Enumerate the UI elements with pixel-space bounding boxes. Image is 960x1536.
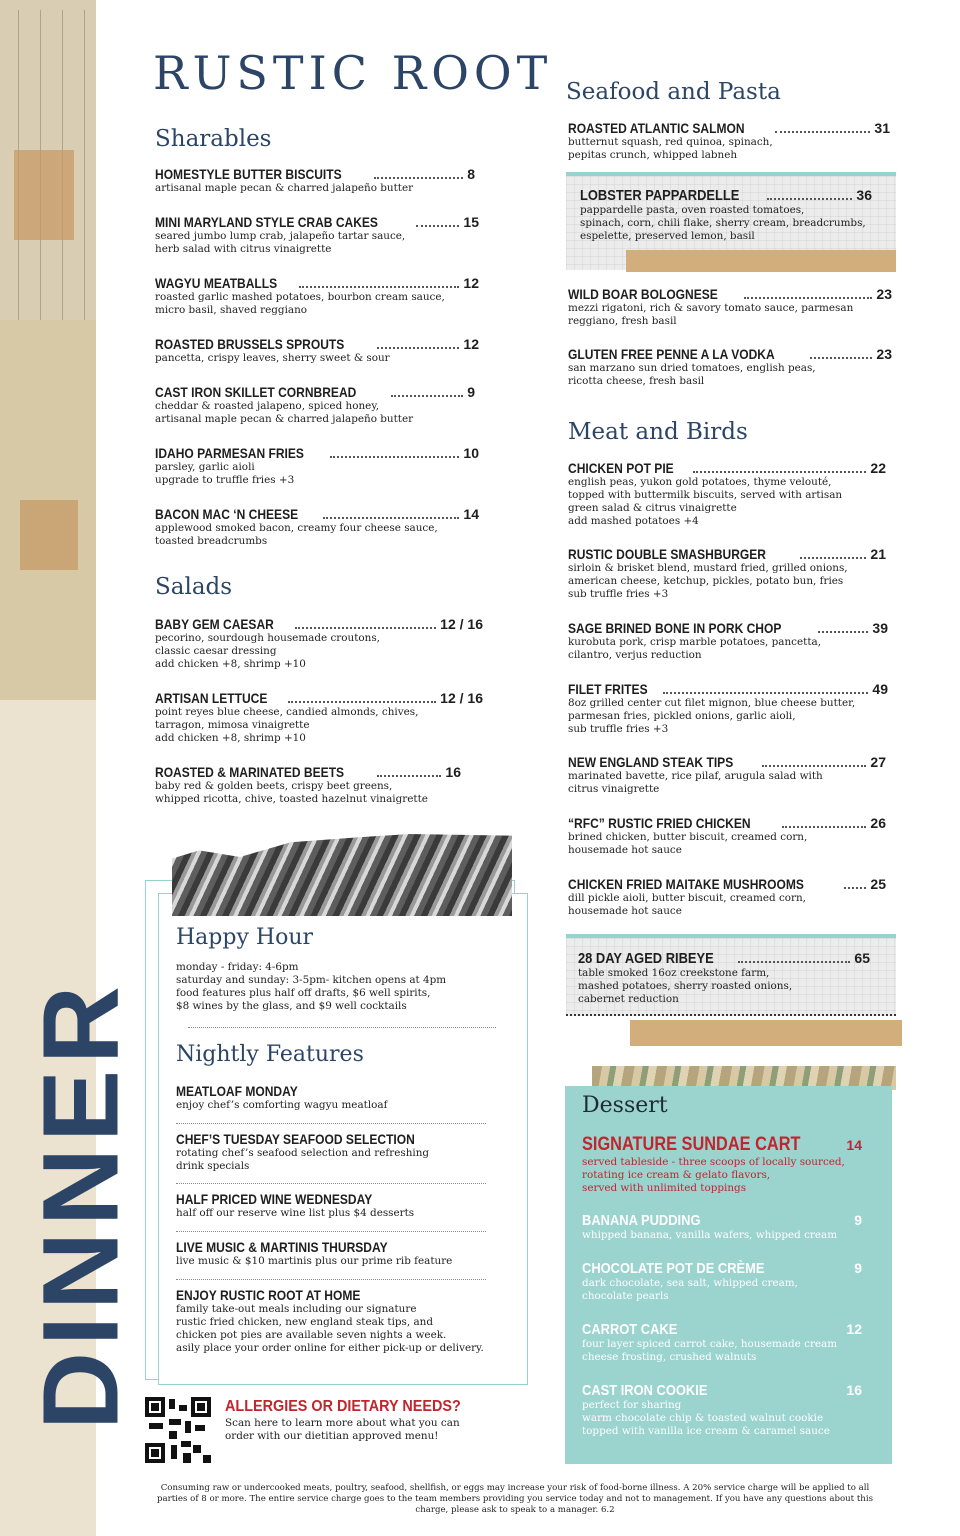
item-description: add mashed potatoes +4 [568, 515, 699, 527]
menu-item [568, 681, 888, 736]
divider [176, 1231, 486, 1232]
item-description: parmesan fries, pickled onions, garlic aioli, [568, 710, 796, 722]
item-description: dill pickle aioli, butter biscuit, creamed corn, [568, 892, 806, 904]
item-price: 36 [856, 187, 872, 203]
item-description: espelette, preserved lemon, basil [580, 230, 755, 242]
item-description: seared jumbo lump crab, jalapeño tartar sauce, [155, 230, 406, 242]
item-name: ROASTED BRUSSELS SPROUTS [155, 336, 345, 352]
item-description: perfect for sharing [582, 1399, 682, 1411]
item-name: MINI MARYLAND STYLE CRAB CAKES [155, 214, 378, 230]
feature-description: rustic fried chicken, new england steak tips, and [176, 1316, 434, 1328]
item-description: upgrade to truffle fries +3 [155, 474, 295, 486]
dessert-item-featured [582, 1134, 862, 1195]
item-description: brined chicken, butter biscuit, creamed corn, [568, 831, 808, 843]
item-price: 16 [445, 764, 461, 780]
item-price: 39 [872, 620, 888, 636]
menu-item [568, 876, 886, 918]
item-description: rotating ice cream & gelato flavors, [582, 1169, 771, 1181]
item-description: english peas, yukon gold potatoes, thyme velouté, [568, 476, 832, 488]
allergies-line: Scan here to learn more about what you can [225, 1417, 460, 1429]
disclaimer-line: Consuming raw or undercooked meats, poultry, seafood, shellfish, or eggs may increase your risk of food-borne illness. A 20% service charge will be applied to all [160, 1483, 870, 1493]
item-description: citrus vinaigrette [568, 783, 660, 795]
item-description: topped with buttermilk biscuits, served with artisan [568, 489, 843, 501]
item-name: WAGYU MEATBALLS [155, 275, 278, 291]
item-description: whipped banana, vanilla wafers, whipped cream [582, 1229, 838, 1241]
kraft-paper-strip [626, 250, 896, 272]
item-description: add chicken +8, shrimp +10 [155, 658, 306, 670]
tape-strip [20, 500, 78, 570]
item-description: spinach, corn, chili flake, sherry cream, breadcrumbs, [580, 217, 866, 229]
item-description: artisanal maple pecan & charred jalapeño butter [155, 182, 414, 194]
item-price: 23 [876, 346, 892, 362]
menu-item [155, 384, 475, 426]
item-price: 27 [870, 754, 886, 770]
feature-description: live music & $10 martinis plus our prime rib feature [176, 1255, 453, 1267]
feature-description: asily place your order online for either pick-up or delivery. [176, 1342, 484, 1354]
divider [176, 1279, 486, 1280]
divider [176, 1123, 486, 1124]
menu-item [155, 275, 479, 317]
item-description: kurobuta pork, crisp marble potatoes, pancetta, [568, 636, 821, 648]
menu-item [155, 764, 461, 806]
item-price: 25 [870, 876, 886, 892]
item-description: butternut squash, red quinoa, spinach, [568, 136, 773, 148]
item-description: tarragon, mimosa vinaigrette [155, 719, 310, 731]
item-description: served with unlimited toppings [582, 1182, 747, 1194]
feature-item [176, 1239, 452, 1268]
happy-hour-line: food features plus half off drafts, $6 well spirits, [176, 987, 431, 999]
item-price: 12 [846, 1321, 862, 1337]
meat-heading: Meat and Birds [568, 419, 748, 445]
menu-item-featured [578, 950, 870, 1006]
item-description: warm chocolate chip & toasted walnut cookie [582, 1412, 824, 1424]
menu-item [568, 460, 886, 528]
item-description: herb salad with citrus vinaigrette [155, 243, 332, 255]
item-description: housemade hot sauce [568, 905, 682, 917]
item-description: roasted garlic mashed potatoes, bourbon cream sauce, [155, 291, 445, 303]
sharables-heading: Sharables [155, 126, 272, 152]
menu-item [155, 445, 479, 487]
item-description: classic caesar dressing [155, 645, 277, 657]
item-description: cheddar & roasted jalapeno, spiced honey, [155, 400, 380, 412]
menu-item [155, 336, 479, 365]
qr-code[interactable] [145, 1397, 211, 1463]
menu-item [155, 690, 483, 745]
dessert-item [582, 1321, 862, 1364]
item-description: cheese frosting, crushed walnuts [582, 1351, 757, 1363]
item-price: 26 [870, 815, 886, 831]
item-name: BACON MAC ‘N CHEESE [155, 506, 299, 522]
disclaimer-line: parties of 8 or more. The entire service charge goes to the team members providing you service today and not to management. If you have any questions about this [157, 1494, 873, 1504]
feature-item [176, 1191, 414, 1220]
dessert-item [582, 1212, 862, 1242]
seafood-heading: Seafood and Pasta [566, 79, 781, 105]
item-description: san marzano sun dried tomatoes, english peas, [568, 362, 816, 374]
item-description: micro basil, shaved reggiano [155, 304, 308, 316]
item-price: 14 [846, 1137, 862, 1153]
menu-item [568, 346, 892, 388]
feature-description: family take-out meals including our signature [176, 1303, 417, 1315]
nightly-features-heading: Nightly Features [176, 1042, 364, 1067]
feature-name: ENJOY RUSTIC ROOT AT HOME [176, 1287, 361, 1303]
menu-item [568, 815, 886, 857]
item-price: 21 [870, 546, 886, 562]
item-price: 23 [876, 286, 892, 302]
item-description: sub truffle fries +3 [568, 588, 669, 600]
restaurant-name: RUSTIC ROOT [153, 46, 553, 100]
item-description: dark chocolate, sea salt, whipped cream, [582, 1277, 798, 1289]
item-name: SIGNATURE SUNDAE CART [582, 1134, 801, 1155]
item-description: sirloin & brisket blend, mustard fried, grilled onions, [568, 562, 848, 574]
feature-item [176, 1083, 387, 1112]
item-name: RUSTIC DOUBLE SMASHBURGER [568, 546, 767, 562]
item-description: pepitas crunch, whipped labneh [568, 149, 738, 161]
item-description: applewood smoked bacon, creamy four cheese sauce, [155, 522, 438, 534]
item-name: CHOCOLATE POT DE CRÈME [582, 1260, 765, 1277]
item-description: whipped ricotta, chive, toasted hazelnut vinaigrette [155, 793, 428, 805]
item-description: artisanal maple pecan & charred jalapeño butter [155, 413, 414, 425]
item-name: CAST IRON COOKIE [582, 1382, 708, 1399]
menu-item [568, 546, 886, 601]
item-description: served tableside - three scoops of locally sourced, [582, 1156, 845, 1168]
item-description: four layer spiced carrot cake, housemade cream [582, 1338, 838, 1350]
feature-name: LIVE MUSIC & MARTINIS THURSDAY [176, 1239, 388, 1255]
happy-hour-heading: Happy Hour [176, 925, 314, 950]
item-name: CAST IRON SKILLET CORNBREAD [155, 384, 357, 400]
item-price: 9 [854, 1212, 862, 1228]
allergies-line: order with our dietitian approved menu! [225, 1430, 439, 1442]
item-name: ROASTED ATLANTIC SALMON [568, 120, 745, 136]
item-description: topped with vanilla ice cream & caramel sauce [582, 1425, 830, 1437]
item-description: baby red & golden beets, crispy beet greens, [155, 780, 393, 792]
item-name: CHICKEN POT PIE [568, 460, 674, 476]
item-price: 12 [463, 275, 479, 291]
item-name: LOBSTER PAPPARDELLE [580, 187, 740, 204]
item-price: 9 [854, 1260, 862, 1276]
divider [188, 1027, 496, 1028]
kraft-paper-strip [630, 1020, 902, 1046]
item-price: 8 [467, 166, 475, 182]
item-description: add chicken +8, shrimp +10 [155, 732, 306, 744]
item-price: 9 [467, 384, 475, 400]
dessert-item [582, 1260, 862, 1303]
menu-item [568, 286, 892, 328]
dinner-vertical-title: DINNER [19, 979, 141, 1431]
item-description: sub truffle fries +3 [568, 723, 669, 735]
item-price: 49 [872, 681, 888, 697]
menu-item [155, 214, 479, 256]
feature-item [176, 1287, 484, 1355]
item-description: 8oz grilled center cut filet mignon, blue cheese butter, [568, 697, 856, 709]
menu-item-featured [580, 187, 872, 243]
tape-strip [14, 150, 74, 240]
item-name: BABY GEM CAESAR [155, 616, 274, 632]
item-description: mezzi rigatoni, rich & savory tomato sauce, parmesan [568, 302, 854, 314]
item-description: cilantro, verjus reduction [568, 649, 702, 661]
item-description: pecorino, sourdough housemade croutons, [155, 632, 380, 644]
item-description: ricotta cheese, fresh basil [568, 375, 705, 387]
item-name: IDAHO PARMESAN FRIES [155, 445, 304, 461]
item-description: green salad & citrus vinaigrette [568, 502, 737, 514]
item-description: table smoked 16oz creekstone farm, [578, 967, 770, 979]
item-price: 10 [463, 445, 479, 461]
item-description: housemade hot sauce [568, 844, 682, 856]
feature-item [176, 1131, 454, 1173]
item-description: chocolate pearls [582, 1290, 669, 1302]
allergies-heading: ALLERGIES OR DIETARY NEEDS? [225, 1398, 461, 1415]
item-name: GLUTEN FREE PENNE A LA VODKA [568, 346, 775, 362]
item-description: point reyes blue cheese, candied almonds, chives, [155, 706, 419, 718]
feature-description: half off our reserve wine list plus $4 desserts [176, 1207, 415, 1219]
menu-item [568, 120, 890, 162]
service-disclaimer [125, 1483, 905, 1516]
disclaimer-line: charge, please ask to speak to a manager. 6.2 [415, 1505, 615, 1515]
item-description: cabernet reduction [578, 993, 679, 1005]
item-description: marinated bavette, rice pilaf, arugula salad with [568, 770, 823, 782]
item-price: 31 [874, 120, 890, 136]
beach-umbrellas-photo [172, 834, 512, 916]
item-price: 12 / 16 [440, 616, 483, 632]
item-name: CHICKEN FRIED MAITAKE MUSHROOMS [568, 876, 804, 892]
item-description: reggiano, fresh basil [568, 315, 677, 327]
menu-item [568, 620, 888, 662]
feature-name: MEATLOAF MONDAY [176, 1083, 298, 1099]
item-price: 16 [846, 1382, 862, 1398]
salads-heading: Salads [155, 574, 233, 600]
dessert-item [582, 1382, 862, 1438]
feature-description: enjoy chef’s comforting wagyu meatloaf [176, 1099, 388, 1111]
feature-description: drink specials [176, 1160, 250, 1172]
item-price: 14 [463, 506, 479, 522]
happy-hour-line: monday - friday: 4-6pm [176, 961, 299, 973]
item-price: 12 / 16 [440, 690, 483, 706]
item-price: 12 [463, 336, 479, 352]
feature-name: HALF PRICED WINE WEDNESDAY [176, 1191, 373, 1207]
menu-item [155, 166, 475, 195]
happy-hour-line: $8 wines by the glass, and $9 well cocktails [176, 1000, 407, 1012]
item-name: HOMESTYLE BUTTER BISCUITS [155, 166, 342, 182]
menu-item [155, 616, 483, 671]
item-name: BANANA PUDDING [582, 1212, 701, 1229]
item-description: parsley, garlic aioli [155, 461, 255, 473]
item-name: “RFC” RUSTIC FRIED CHICKEN [568, 815, 751, 831]
item-name: CARROT CAKE [582, 1321, 678, 1338]
item-name: NEW ENGLAND STEAK TIPS [568, 754, 734, 770]
dessert-heading: Dessert [582, 1093, 668, 1118]
item-description: pancetta, crispy leaves, sherry sweet & sour [155, 352, 390, 364]
allergies-text [225, 1417, 460, 1443]
item-name: ROASTED & MARINATED BEETS [155, 764, 345, 780]
happy-hour-line: saturday and sunday: 3-5pm- kitchen opens at 4pm [176, 974, 447, 986]
item-price: 65 [854, 950, 870, 966]
feature-description: chicken pot pies are available seven nights a week. [176, 1329, 447, 1341]
item-name: FILET FRITES [568, 681, 648, 697]
item-description: pappardelle pasta, oven roasted tomatoes, [580, 204, 805, 216]
item-name: SAGE BRINED BONE IN PORK CHOP [568, 620, 782, 636]
feature-name: CHEF’S TUESDAY SEAFOOD SELECTION [176, 1131, 415, 1147]
item-description: toasted breadcrumbs [155, 535, 268, 547]
item-name: WILD BOAR BOLOGNESE [568, 286, 718, 302]
happy-hour-details [176, 961, 446, 1013]
menu-item [568, 754, 886, 796]
item-price: 22 [870, 460, 886, 476]
divider [176, 1183, 486, 1184]
item-price: 15 [463, 214, 479, 230]
item-description: american cheese, ketchup, pickles, potato bun, fries [568, 575, 844, 587]
menu-item [155, 506, 479, 548]
item-description: mashed potatoes, sherry roasted onions, [578, 980, 793, 992]
feature-description: rotating chef’s seafood selection and refreshing [176, 1147, 430, 1159]
item-name: 28 DAY AGED RIBEYE [578, 950, 714, 967]
item-name: ARTISAN LETTUCE [155, 690, 268, 706]
